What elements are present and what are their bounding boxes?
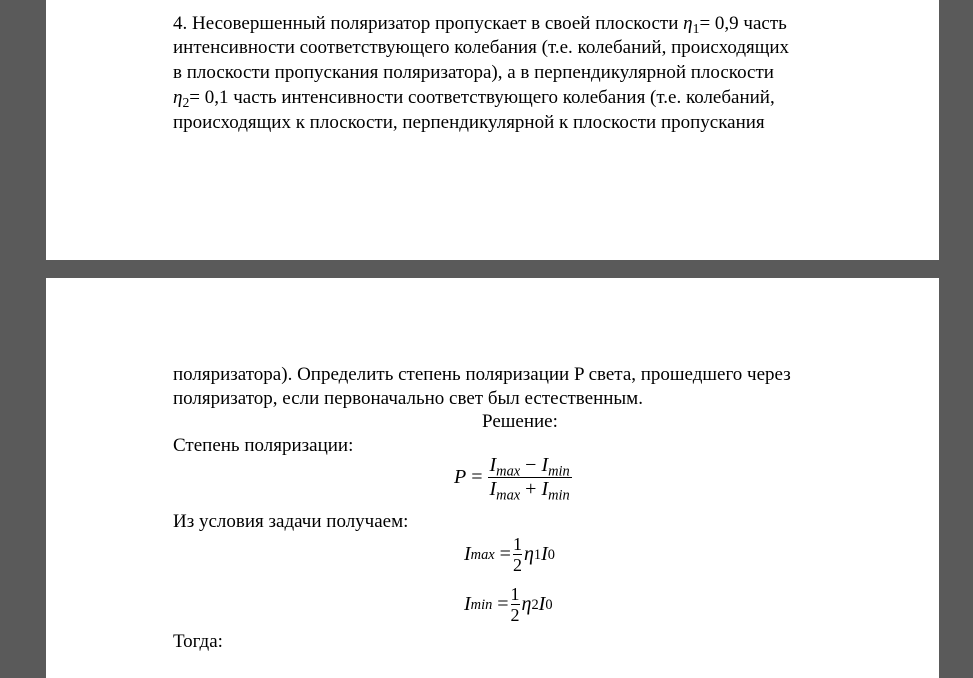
document-page-1	[46, 0, 939, 260]
imin-formula: I min = $\frac{1}{2}$ η 2 I 0	[464, 584, 553, 625]
text-line-7: поляризатор, если первоначально свет был естественным.	[173, 388, 643, 409]
text-line-2: интенсивности соответствующего колебания (т.е. колебаний, происходящих	[173, 37, 790, 58]
document-page-2	[46, 278, 939, 678]
imax-formula: I max = $\frac{1}{2}$ η 1 I 0	[464, 534, 555, 575]
text-line-6: поляризатора). Определить степень поляризации P света, прошедшего через	[173, 364, 791, 385]
text-line-1: 4. Несовершенный поляризатор пропускает в своей плоскости $\eta_1= 0,9$ часть	[173, 13, 787, 37]
condition-label: Из условия задачи получаем:	[173, 511, 409, 532]
then-label: Тогда:	[173, 631, 223, 652]
text-line-4: $\eta_2= 0,1$ часть интенсивности соответствующего колебания (т.е. колебаний,	[173, 87, 775, 111]
polarization-formula: P = $\frac{I_{max} - I_{min}}{I_{max} + I_{min}}$	[454, 454, 570, 504]
solution-heading: Решение:	[482, 411, 558, 432]
degree-label: Степень поляризации:	[173, 435, 354, 456]
text-line-5: происходящих к плоскости, перпендикулярной к плоскости пропускания	[173, 112, 765, 133]
text-line-3: в плоскости пропускания поляризатора), а в перпендикулярной плоскости	[173, 62, 774, 83]
